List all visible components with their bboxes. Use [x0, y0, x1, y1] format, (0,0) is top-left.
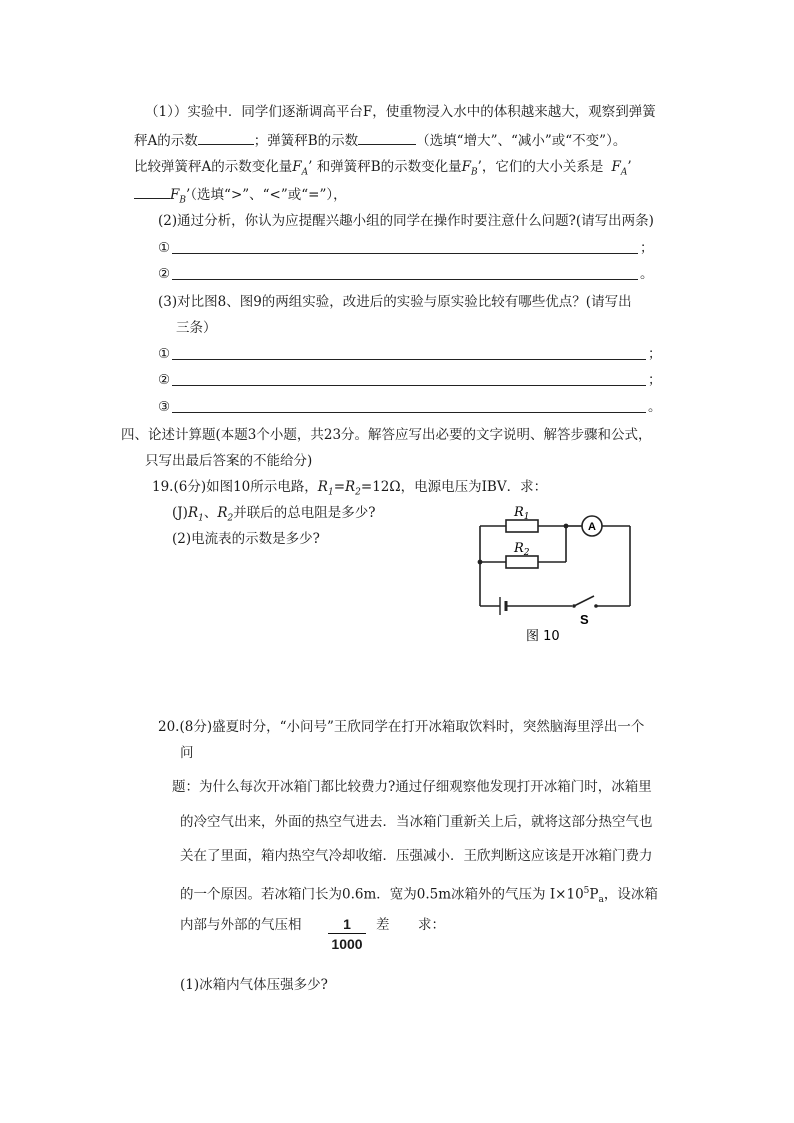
- q2-text: (2)通过分析，你认为应提醒兴趣小组的同学在操作时要注意什么问题?(请写出两条): [158, 213, 654, 229]
- q3-text-1: (3)对比图8、图9的两组实验，改进后的实验与原实验比较有哪些优点？(请写出: [158, 294, 632, 310]
- switch-pivot: [572, 604, 576, 608]
- q2-item-2-answer-line[interactable]: [172, 278, 638, 280]
- q1-line2-text-a: 秤A的示数: [134, 133, 198, 149]
- q1-line3-text-c: ’，它们的大小关系是: [477, 159, 604, 175]
- q20-line-7-b: 差: [376, 917, 390, 933]
- q1-line3-text-a: 比较弹簧秤A的示数变化量: [134, 159, 293, 175]
- q1-line2-text-c: （选填“增大”、“减小”或“不变”）。: [416, 133, 627, 149]
- q3-item-3-mark: ③: [158, 399, 171, 415]
- resistor-r1: [506, 520, 538, 532]
- q3-text-2: 三条）: [176, 320, 217, 336]
- q19-line-1: 19.(6分)如图10所示电路，$R_1=R_2=12\Omega$，电源电压为IBV．求：: [152, 479, 548, 498]
- q3-item-2-mark: ②: [158, 372, 171, 388]
- symbol-fa: $F_A$: [292, 159, 309, 178]
- fraction-numerator: 1: [328, 915, 366, 934]
- fraction-one-thousandth: [328, 915, 366, 954]
- q20-line-3: 题：为什么每次开冰箱门都比较费力?通过仔细观察他发现打开冰箱门时，冰箱里: [172, 779, 652, 795]
- q1-line3-text-d: ’: [627, 159, 632, 175]
- resistor-r2: [506, 556, 538, 568]
- q3-item-3-end: 。: [648, 399, 662, 415]
- q1-line-2: [134, 130, 626, 151]
- fraction-denominator: 1000: [331, 936, 363, 952]
- q20-sub-1: (1)冰箱内气体压强多少?: [180, 977, 328, 993]
- q3-item-1-end: ；: [648, 346, 662, 362]
- switch-contact: [594, 604, 598, 608]
- q1-line-4: [134, 184, 347, 211]
- q1-line-3: [134, 157, 632, 183]
- label-r2: $R_2$: [514, 541, 530, 558]
- node-left: [478, 560, 483, 565]
- q2-item-2-end: 。: [640, 266, 654, 282]
- ammeter-label: A: [588, 521, 596, 533]
- symbol-fb-2: $F_B$: [170, 187, 186, 206]
- figure-caption: 图 10: [526, 629, 560, 644]
- q20-line-1: 20.(8分)盛夏时分，“小问号”王欣同学在打开冰箱取饮料时，突然脑海里浮出一个: [158, 719, 645, 735]
- q19-sub-2: (2)电流表的示数是多少?: [172, 531, 320, 547]
- q20-line-2: 问: [180, 745, 194, 761]
- answer-blank-comparison[interactable]: [134, 184, 170, 199]
- section-4-heading-line-2: 只写出最后答案的不能给分): [145, 453, 313, 469]
- q1-line-1: （1））实验中．同学们逐渐调高平台F，使重物浸入水中的体积越来越大，观察到弹簧: [145, 104, 656, 120]
- q3-item-3-answer-line[interactable]: [172, 411, 646, 413]
- answer-blank-b-reading[interactable]: [358, 130, 416, 145]
- q20-line-4: 的冷空气出来，外面的热空气进去．当冰箱门重新关上后，就将这部分热空气也: [180, 814, 653, 830]
- node-right: [564, 524, 569, 529]
- q3-item-1-answer-line[interactable]: [172, 358, 646, 360]
- q2-item-1-answer-line[interactable]: [172, 252, 638, 254]
- section-4-heading-line-1: 四、论述计算题(本题3个小题，共23分。解答应写出必要的文字说明、解答步骤和公式，: [121, 427, 652, 443]
- q1-line3-text-b: ’ 和弹簧秤B的示数变化量: [308, 159, 462, 175]
- q19-sub-1: $(J)R_1$、$R_2$并联后的总电阻是多少?: [172, 505, 376, 524]
- answer-blank-a-reading[interactable]: [198, 130, 254, 145]
- symbol-fa-2: $F_A$: [611, 159, 628, 178]
- q20-line-5: 关在了里面，箱内热空气冷却收缩．压强减小．王欣判断这应该是开冰箱门费力: [180, 848, 653, 864]
- q2-item-2-mark: ②: [158, 266, 171, 282]
- switch-label: S: [580, 612, 589, 627]
- q20-line-7-a: 内部与外部的气压相: [180, 917, 302, 933]
- q3-item-1-mark: ①: [158, 346, 171, 362]
- switch-s[interactable]: [574, 596, 594, 606]
- label-r1: $R_1$: [514, 505, 530, 522]
- q2-item-1-mark: ①: [158, 240, 171, 256]
- q3-item-2-end: ；: [648, 372, 662, 388]
- circuit-diagram: [462, 494, 642, 644]
- symbol-fb: $F_B$: [461, 159, 478, 178]
- q20-line-6: 的一个原因。若冰箱门长为0.6m．宽为0.5m冰箱外的气压为 $I\times 10^5P_a$，设冰箱: [180, 886, 658, 906]
- q2-item-1-end: ；: [640, 240, 654, 256]
- q1-line4-text: ’（选填“>”、“<”或“=”），: [186, 187, 347, 203]
- q1-line2-text-b: ；弹簧秤B的示数: [253, 133, 359, 149]
- q20-line-7-c: 求：: [418, 917, 445, 933]
- q3-item-2-answer-line[interactable]: [172, 384, 646, 386]
